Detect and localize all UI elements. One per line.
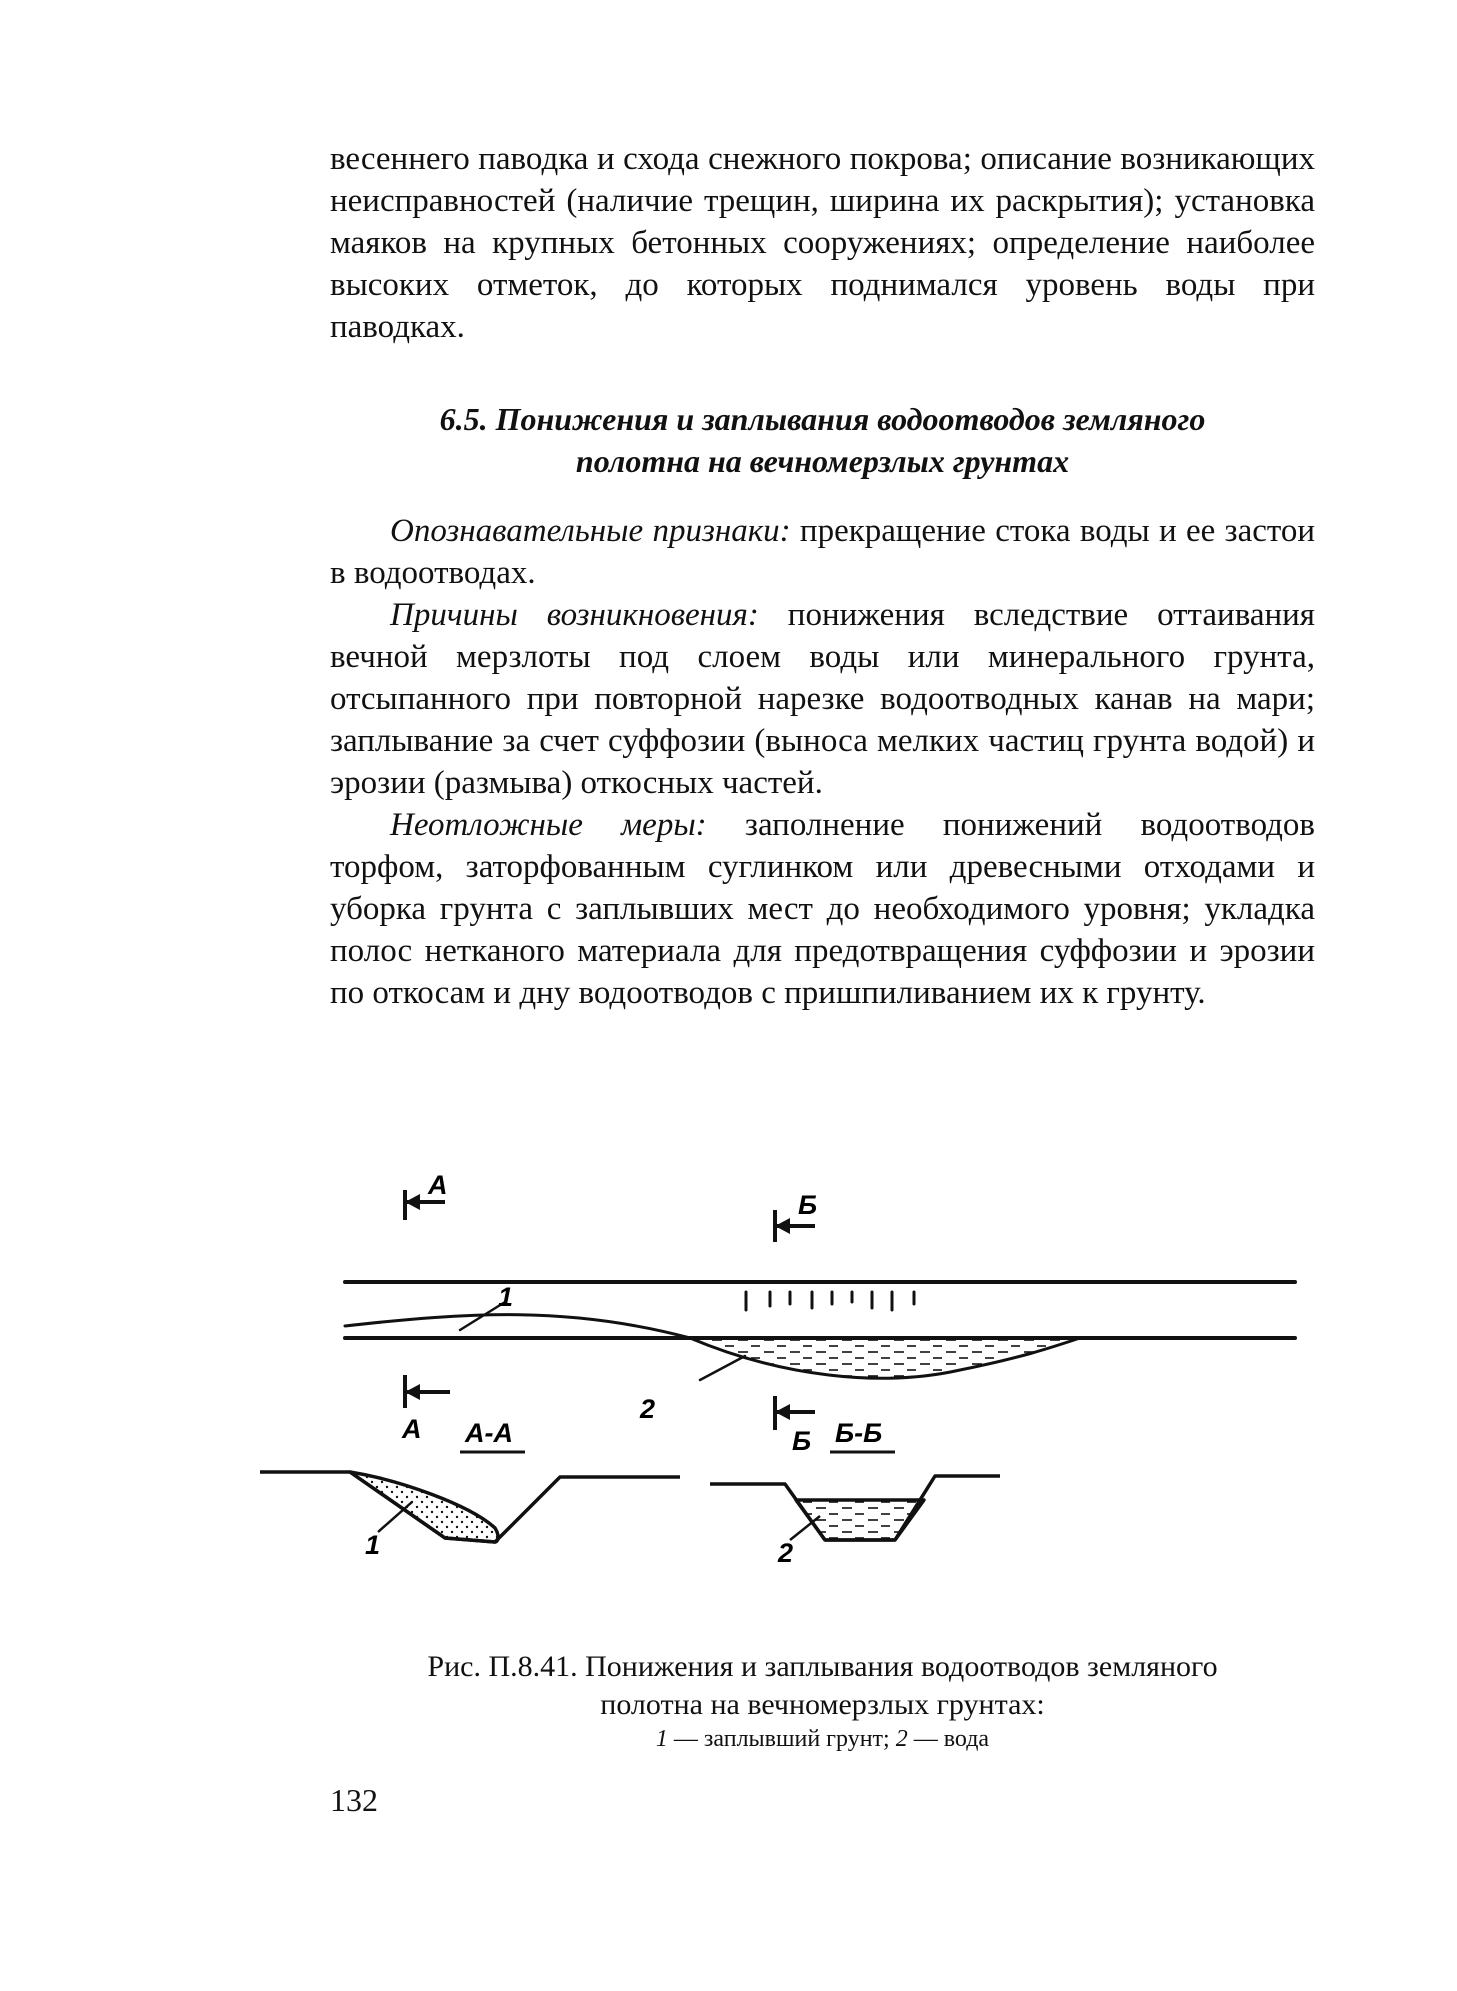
label-a-bottom: А (402, 1414, 422, 1444)
section-heading-line-1: 6.5. Понижения и заплывания водоотводов земляного (439, 401, 1206, 437)
section-markers (405, 1190, 818, 1430)
section-heading (330, 398, 1315, 482)
figure (320, 1170, 1310, 1620)
legend-number-1: 1 (655, 1726, 668, 1752)
crack-ticks (746, 1292, 914, 1310)
section-aa-number-1: 1 (365, 1530, 381, 1560)
paragraph-lead: Опознавательные признаки: (390, 513, 791, 549)
caption-legend (330, 1724, 1315, 1754)
section-aa (260, 1472, 680, 1542)
paragraph-signs (330, 510, 1315, 594)
water-pool-plan (690, 1338, 1080, 1378)
legend-text-2: — вода (907, 1726, 990, 1752)
top-paragraph: весеннего паводка и схода снежного покрова; описание возникающих неисправностей (наличие трещин, ширина их раскрытия); установка маяков на крупных бетонных сооружениях; определение наиболее высоких отметок, до которых поднимался уровень воды при паводках. (330, 141, 1315, 345)
paragraph-text: понижения вследствие оттаивания вечной мерзлоты под слоем воды или минерального грунта, отсыпанного при повторной нарезке водоотводных канав на мари; заплывание за счет суффозии (выноса мелких частиц грунта водой) и эрозии (размыва) откосных частей. (330, 597, 1315, 801)
intro-text (330, 138, 1315, 348)
section-aa-label: А-А (465, 1418, 513, 1448)
section-aa-leader-1 (378, 1502, 412, 1532)
plan-number-1: 1 (498, 1282, 514, 1312)
silted-soil-boundary (345, 1315, 690, 1338)
paragraph-causes (330, 594, 1315, 804)
section-bb-number-2: 2 (778, 1538, 794, 1568)
caption-line-1: Рис. П.8.41. Понижения и заплывания водоотводов земляного (427, 1650, 1218, 1683)
label-b-top: Б (798, 1190, 818, 1220)
caption-line-2: полотна на вечномерзлых грунтах: (600, 1688, 1045, 1721)
paragraph-lead: Неотложные меры: (390, 807, 707, 843)
paragraph-lead: Причины возникновения: (390, 597, 759, 633)
ditch-diagram (320, 1170, 1310, 1620)
leader-2 (700, 1356, 745, 1380)
section-bb-label: Б-Б (835, 1418, 883, 1448)
paragraph-text: прекращение стока воды и ее застои в водоотводах. (330, 513, 1316, 591)
body-text (330, 510, 1315, 1014)
label-b-bottom: Б (792, 1426, 812, 1456)
section-bb (710, 1476, 1000, 1540)
plan-view (345, 1282, 1295, 1380)
figure-caption (330, 1648, 1315, 1754)
legend-text-1: — заплывший грунт; (667, 1726, 896, 1752)
page-number: 132 (330, 1782, 378, 1818)
label-a-top: А (428, 1170, 448, 1200)
section-heading-line-2: полотна на вечномерзлых грунтах (575, 443, 1070, 479)
plan-number-2: 2 (640, 1394, 656, 1424)
legend-number-2: 2 (895, 1726, 908, 1752)
paragraph-measures (330, 804, 1315, 1014)
paragraph-text: заполнение понижений водоотводов торфом, заторфованным суглинком или древесными отходами и уборка грунта с заплывших мест до необходимого уровня; укладка полос нетканого материала для предотвращения суффозии и эрозии по откосам и дну водоотводов с пришпиливанием их к грунту. (330, 807, 1315, 1011)
